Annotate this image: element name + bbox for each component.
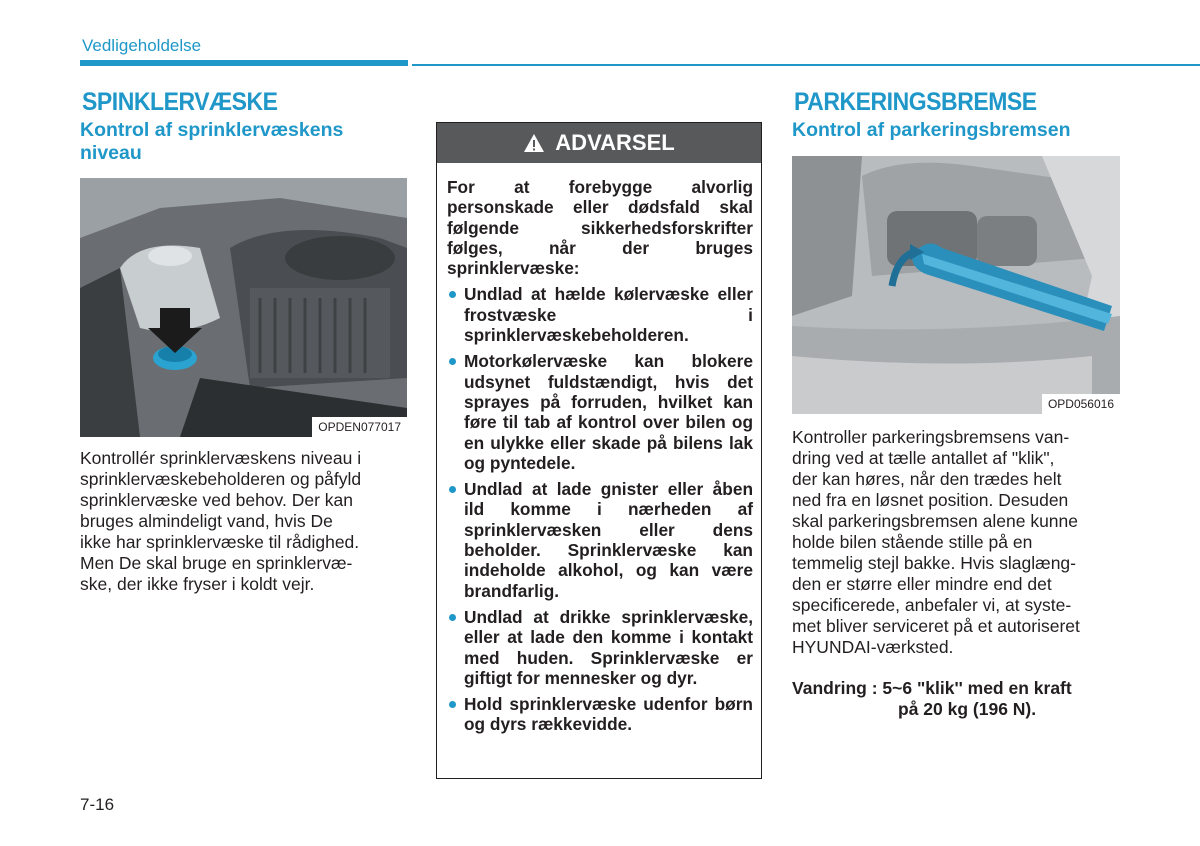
warning-item: Undlad at lade gnister eller åben ild komme i nærheden af sprinklervæsken eller dens beholder. Sprinklervæske kan indeholde alkohol, og kan være brandfarlig. — [447, 479, 753, 601]
photo-code: OPD056016 — [1042, 394, 1120, 414]
warning-list — [447, 284, 753, 734]
section-title-parking-brake: PARKERINGSBREMSE — [794, 88, 1037, 116]
warning-title: ADVARSEL — [555, 130, 675, 155]
body-line: bruges almindeligt vand, hvis De — [80, 511, 333, 531]
warning-triangle-icon — [523, 133, 545, 153]
washer-fluid-body — [80, 448, 407, 595]
body-line: met bliver serviceret på et autoriseret — [792, 616, 1080, 636]
body-line: holde bilen stående stille på en — [792, 532, 1033, 552]
spec-line: på 20 kg (196 N). — [898, 699, 1037, 719]
subsection-title-parking-brake: Kontrol af parkeringsbremsen — [792, 119, 1071, 141]
body-line: ske, der ikke fryser i koldt vejr. — [80, 574, 315, 594]
warning-item: Undlad at hælde kølervæske eller frostvæske i sprinklervæskebeholderen. — [447, 284, 753, 345]
spec-line: Vandring : 5~6 "klik'' med en kraft — [792, 678, 1072, 698]
warning-item: Hold sprinklervæske udenfor børn og dyrs rækkevidde. — [447, 694, 753, 735]
subsection-title-washer-level — [80, 119, 410, 165]
warning-intro: For at forebygge alvorlig personskade eller dødsfald skal følgende sikkerhedsforskrifter følges, når der bruges sprinklervæske: — [447, 177, 753, 279]
body-line: ned fra en løsnet position. Desuden — [792, 490, 1069, 510]
parking-brake-body — [792, 427, 1120, 658]
warning-box — [436, 122, 762, 779]
header-rule-thin — [412, 64, 1200, 66]
body-line: temmelig stejl bakke. Hvis slaglæng- — [792, 553, 1076, 573]
body-line: Kontroller parkeringsbremsens van- — [792, 427, 1070, 447]
body-line: sprinklervæske ved behov. Der kan — [80, 490, 353, 510]
body-line: skal parkeringsbremsen alene kunne — [792, 511, 1078, 531]
warning-item-note: Motorkølervæske kan blokere udsynet fuldstændigt, hvis det sprayes på forruden, hvilket kan føre til tab af kontrol over bilen og en ulykke eller skade på bilens lak og pyntedele. — [447, 351, 753, 473]
body-line: sprinklervæskebeholderen og påfyld — [80, 469, 362, 489]
body-line: ikke har sprinklervæske til rådighed. — [80, 532, 360, 552]
subtitle-line: Kontrol af sprinklervæskens — [80, 119, 344, 141]
body-line: Kontrollér sprinklervæskens niveau i — [80, 448, 362, 468]
body-line: den er større eller mindre end det — [792, 574, 1052, 594]
header-rule-thick — [80, 60, 408, 66]
body-line: der kan høres, når den trædes helt — [792, 469, 1062, 489]
body-line: HYUNDAI-værksted. — [792, 637, 954, 657]
photo-code: OPDEN077017 — [312, 417, 407, 437]
body-line: specificerede, anbefaler vi, at syste- — [792, 595, 1072, 615]
warning-item: Undlad at drikke sprinklervæske, eller at lade den komme i kontakt med huden. Sprinklervæske er giftigt for mennesker og dyr. — [447, 607, 753, 688]
section-title-washer-fluid: SPINKLERVÆSKE — [82, 88, 278, 116]
section-label: Vedligeholdelse — [82, 36, 202, 55]
warning-header — [437, 123, 761, 163]
warning-body — [447, 177, 753, 735]
body-line: dring ved at tælle antallet af "klik", — [792, 448, 1055, 468]
page-number: 7-16 — [80, 795, 115, 814]
travel-spec — [792, 678, 1120, 720]
parking-brake-photo — [792, 156, 1120, 414]
engine-bay-photo — [80, 178, 407, 437]
subtitle-line: niveau — [80, 142, 142, 164]
body-line: Men De skal bruge en sprinklervæ- — [80, 553, 353, 573]
